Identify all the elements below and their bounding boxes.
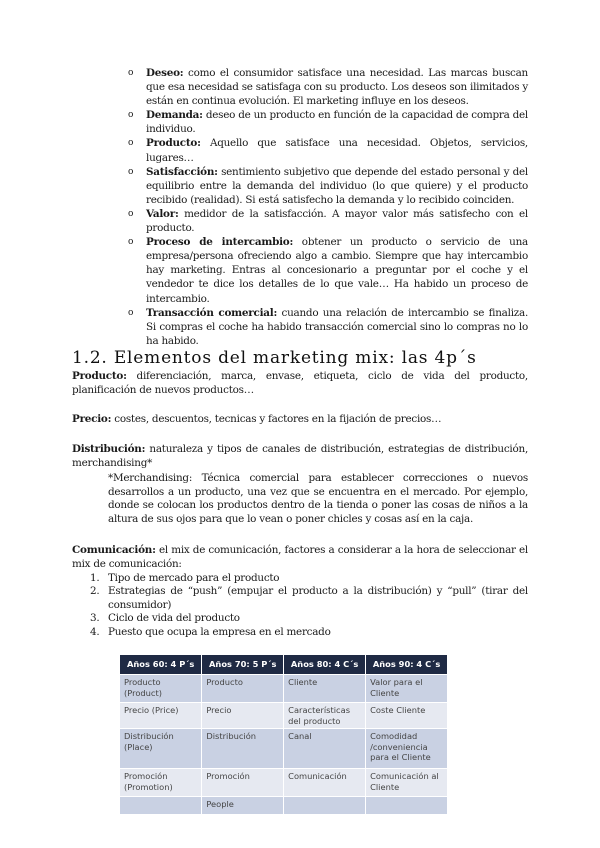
bullet-term: Transacción comercial: [146,306,278,319]
table-cell: Precio (Price) [120,703,202,729]
table-row [120,769,448,797]
factors-numbered-list [72,572,528,639]
bullet-valor [128,207,528,235]
item-number: 2. [90,585,100,598]
paragraph-term: Producto: [72,370,127,382]
table-cell: Precio [202,703,284,729]
table-cell: Distribución [202,729,284,769]
table-cell: People [202,797,284,814]
precio-paragraph [72,413,528,427]
item-text: Estrategias de “push” (empujar el producto a la distribución) y “pull” (tirar del consumidor) [108,585,528,611]
bullet-text: sentimiento subjetivo que depende del estado personal y del equilibrio entre la demanda del individuo (lo que quiere) y el producto recibido (realidad). Si está satisfecho la demanda y lo recibido coinciden. [146,165,528,206]
bullet-circle-icon: o [128,68,134,78]
table-cell: Promoción (Promotion) [120,769,202,797]
item-text: Puesto que ocupa la empresa en el mercado [108,625,331,638]
marketing-mix-table [120,655,448,814]
bullet-term: Satisfacción: [146,165,218,178]
bullet-demanda [128,108,528,136]
bullet-circle-icon: o [128,166,134,177]
table-header-row [120,655,448,675]
table-cell: Distribución (Place) [120,729,202,769]
bullet-text: obtener un producto o servicio de una empresa/persona ofreciendo algo a cambio. Siempre que hay intercambio hay marketing. Entras al concesionario a preguntar por el coche y el vendedor te dice los detalles de lo que vale… Ha habido un proceso de intercambio. [146,236,529,305]
table-cell: Características del producto [284,703,366,729]
bullet-circle-icon: o [128,208,134,219]
column-header: Años 80: 4 C´s [284,655,366,675]
paragraph-text: diferenciación, marca, envase, etiqueta, ciclo de vida del producto, planificación de nuevos productos… [72,370,528,396]
paragraph-term: Distribución: [72,443,146,455]
bullet-circle-icon: o [128,307,134,318]
bullet-producto [128,136,528,164]
table-row [120,703,448,729]
bullet-term: Deseo: [146,67,184,79]
merchandising-note: *Merchandising: Técnica comercial para establecer correcciones o nuevos desarrollos a un producto, una vez que se encuentra en el mercado. Por ejemplo, donde se colocan los productos dentro de la tienda o poner las cosas de niños a la altura de sus ojos para que lo vean o poner chicles y cosas así en la caja. [108,472,528,525]
bullet-text: como el consumidor satisface una necesidad. Las marcas buscan que esa necesidad se satisfaga con su producto. Los deseos son ilimitados y están en continua evolución. El marketing influye en los deseos. [146,67,528,108]
column-header: Años 90: 4 C´s [366,655,448,675]
table-cell: Promoción [202,769,284,797]
table-cell: Comunicación al Cliente [366,769,448,797]
table-cell: Comunicación [284,769,366,797]
paragraph-text: costes, descuentos, tecnicas y factores en la fijación de precios… [111,413,442,425]
paragraph-text: el mix de comunicación, factores a considerar a la hora de seleccionar el mix de comunicación: [72,544,528,570]
table-cell [366,797,448,814]
table-cell: Coste Cliente [366,703,448,729]
bullet-term: Proceso de intercambio: [146,236,294,249]
producto-paragraph [72,370,528,397]
table-cell: Comodidad /conveniencia para el Cliente [366,729,448,769]
column-header: Años 60: 4 P´s [120,655,202,675]
numbered-item [90,572,528,585]
table-cell [120,797,202,814]
bullet-proceso-intercambio [128,235,529,305]
bullet-term: Demanda: [146,109,203,122]
bullet-text: deseo de un producto en función de la capacidad de compra del individuo. [146,109,528,136]
numbered-item [90,612,528,625]
column-header: Años 70: 5 P´s [202,655,284,675]
table-cell: Cliente [284,675,366,703]
bullet-term: Producto: [146,137,201,150]
table-cell: Canal [284,729,366,769]
section-heading: 1.2. Elementos del marketing mix: las 4p´s [72,348,477,368]
bullet-text: medidor de la satisfacción. A mayor valor más satisfecho con el producto. [146,207,528,235]
paragraph-term: Comunicación: [72,544,156,556]
table-row [120,797,448,814]
table-cell: Valor para el Cliente [366,675,448,703]
bullet-text: cuando una relación de intercambio se finaliza. Si compras el coche ha habido transacción comercial sino lo compras no lo ha habido. [146,306,528,347]
item-number: 4. [90,625,100,638]
numbered-item [90,585,528,612]
table-cell: Producto [202,675,284,703]
table-cell: Producto (Product) [120,675,202,703]
item-text: Ciclo de vida del producto [108,612,240,625]
table-row [120,729,448,769]
bullet-circle-icon: o [128,110,134,121]
item-text: Tipo de mercado para el producto [108,572,280,584]
bullet-circle-icon: o [128,138,134,149]
item-number: 1. [90,572,100,584]
bullet-transaccion-comercial [128,306,528,348]
bullet-term: Valor: [146,207,179,220]
concept-bullet-list [0,66,600,348]
bullet-satisfaccion [128,165,528,207]
distribucion-paragraph [72,443,528,470]
comunicacion-paragraph [72,544,528,571]
bullet-text: Aquello que satisface una necesidad. Objetos, servicios, lugares… [146,137,528,164]
item-number: 3. [90,612,100,625]
paragraph-text: naturaleza y tipos de canales de distribución, estrategias de distribución, merchandising* [72,443,528,469]
paragraph-term: Precio: [72,413,112,425]
table-cell [284,797,366,814]
bullet-deseo [128,66,528,108]
table-row [120,675,448,703]
numbered-item [90,625,528,639]
bullet-circle-icon: o [128,237,134,248]
